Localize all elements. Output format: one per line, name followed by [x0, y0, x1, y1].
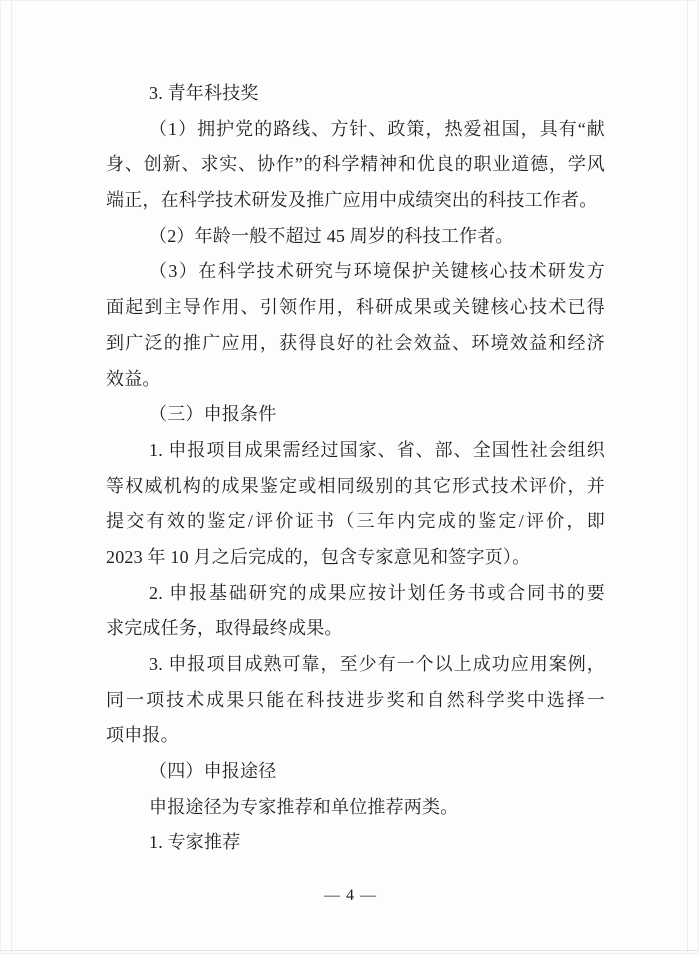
body-line: 申报途径为专家推荐和单位推荐两类。	[149, 796, 459, 817]
body-line: 面起到主导作用、引领作用，科研成果或关键核心技术已得	[106, 297, 605, 318]
body-line: 同一项技术成果只能在科技进步奖和自然科学奖中选择一	[106, 689, 605, 710]
body-line: 身、创新、求实、协作”的科学精神和优良的职业道德，学风	[106, 154, 605, 175]
section-heading: （三）申报条件	[149, 404, 277, 425]
body-line: 1. 申报项目成果需经过国家、省、部、全国性社会组织	[149, 439, 605, 460]
body-line: 效益。	[106, 368, 161, 389]
body-line: 项申报。	[106, 725, 179, 746]
body-line: 3. 申报项目成熟可靠，至少有一个以上成功应用案例，	[149, 654, 605, 674]
body-line: （1）拥护党的路线、方针、政策，热爱祖国，具有“献	[149, 118, 605, 139]
body-line: （3）在科学技术研究与环境保护关键核心技术研发方	[149, 261, 605, 282]
body-line: 到广泛的推广应用，获得良好的社会效益、环境效益和经济	[106, 332, 605, 353]
scan-edge-right	[687, 1, 688, 953]
page-number: — 4 —	[324, 887, 377, 904]
body-line: 求完成任务，取得最终成果。	[106, 618, 343, 639]
body-line: 提交有效的鉴定/评价证书（三年内完成的鉴定/评价，即	[106, 511, 605, 532]
body-line: 端正，在科学技术研发及推广应用中成绩突出的科技工作者。	[106, 190, 598, 211]
section-heading: 3. 青年科技奖	[149, 83, 259, 103]
body-line: 2. 申报基础研究的成果应按计划任务书或合同书的要	[149, 582, 605, 603]
section-heading: （四）申报途径	[149, 761, 277, 782]
scan-edge-left	[11, 1, 12, 953]
body-line: （2）年龄一般不超过 45 周岁的科技工作者。	[149, 225, 514, 246]
scan-edge-bottom	[1, 950, 698, 951]
document-body	[106, 76, 605, 861]
body-line: 1. 专家推荐	[149, 832, 241, 853]
body-line: 2023 年 10 月之后完成的，包含专家意见和签字页）。	[106, 546, 531, 567]
body-line: 等权威机构的成果鉴定或相同级别的其它形式技术评价，并	[106, 475, 605, 496]
